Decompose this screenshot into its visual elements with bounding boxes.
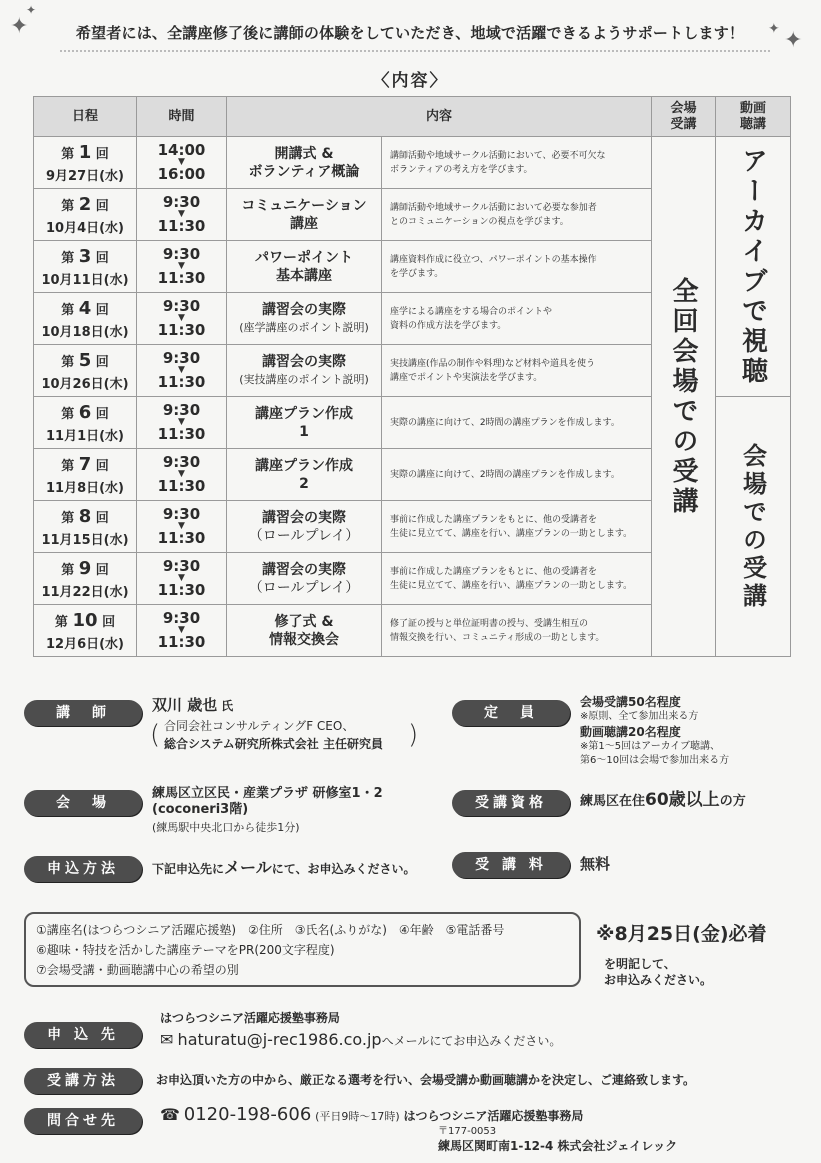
destination-email[interactable]: haturatu@j-rec1986.co.jp (177, 1030, 382, 1049)
session-start: 9:30 (162, 193, 201, 211)
session-description: 講師活動や地域サークル活動において、必要不可欠な ボランティアの考え方を学びます。 (382, 137, 652, 189)
attendance-method-label: 受講方法 (24, 1068, 142, 1094)
venue-name: 練馬区立区民・産業プラザ 研修室1・2 (152, 786, 383, 801)
destination-label: 申 込 先 (24, 1022, 142, 1048)
session-title: 講座プラン作成 (255, 457, 353, 474)
arrow-down-icon: ▼ (178, 469, 185, 479)
header-content: 内容 (227, 97, 652, 137)
contact-zip: 〒177-0053 (438, 1126, 497, 1137)
destination-email-post: へメールにてお申込みください。 (381, 1034, 562, 1048)
session-time-cell (137, 553, 227, 605)
session-date-cell (34, 241, 137, 293)
destination-email-line (160, 1030, 561, 1052)
arrow-down-icon: ▼ (178, 573, 185, 583)
session-title: コミュニケーション (241, 197, 367, 214)
session-description: 実際の講座に向けて、2時間の講座プランを作成します。 (382, 449, 652, 501)
sparkle-icon: ✦ (26, 3, 37, 17)
session-end: 11:30 (157, 321, 206, 339)
schedule-table (33, 96, 791, 657)
video-archive-cell (716, 137, 791, 397)
session-start: 9:30 (162, 245, 201, 263)
session-end: 11:30 (157, 269, 206, 287)
session-title-cell (227, 605, 382, 657)
arrow-down-icon: ▼ (178, 313, 185, 323)
session-description: 講師活動や地域サークル活動において必要な参加者 とのコミュニケーションの視点を学びます。 (382, 189, 652, 241)
qualification-label: 受講資格 (452, 790, 570, 816)
session-date: 11月8日(水) (45, 480, 125, 496)
session-subtitle: （ロールプレイ） (248, 527, 360, 544)
capacity-video-note-1: ※第1～5回はアーカイブ聴講、 (580, 741, 721, 752)
session-start: 9:30 (162, 401, 201, 419)
session-time-cell (137, 397, 227, 449)
session-number: 第 6 回 (61, 401, 109, 423)
contact-tel[interactable]: 0120-198-606 (183, 1104, 312, 1125)
session-title: 講座プラン作成 (255, 405, 353, 422)
qualification-text (580, 792, 746, 810)
session-date-cell (34, 189, 137, 241)
session-start: 14:00 (157, 141, 206, 159)
session-title-cell (227, 241, 382, 293)
arrow-down-icon: ▼ (178, 157, 185, 167)
contact-hours: (平日9時～17時) (315, 1110, 400, 1123)
arrow-down-icon: ▼ (178, 261, 185, 271)
header-time: 時間 (137, 97, 227, 137)
session-date-cell (34, 449, 137, 501)
venue-label: 会 場 (24, 790, 142, 816)
session-title: パワーポイント (255, 249, 353, 266)
sparkle-icon: ✦ (10, 14, 29, 39)
session-description: 事前に作成した講座プランをもとに、他の受講者を 生徒に見立てて、講座を行い、講座プランの一助とします。 (382, 553, 652, 605)
session-end: 11:30 (157, 425, 206, 443)
session-subtitle: （ロールプレイ） (248, 579, 360, 596)
session-title: 講習会の実際 (262, 561, 346, 578)
session-title-cell (227, 293, 382, 345)
session-date-cell (34, 293, 137, 345)
paren-right: ) (408, 720, 419, 750)
session-start: 9:30 (162, 297, 201, 315)
session-start: 9:30 (162, 453, 201, 471)
session-number: 第 4 回 (61, 297, 109, 319)
lecturer-name-line (152, 697, 233, 714)
application-items-2: ⑥趣味・特技を活かした講座テーマをPR(200文字程度) (36, 943, 335, 957)
session-time-cell (137, 345, 227, 397)
application-items-1: ①講座名(はつらつシニア活躍応援塾) ②住所 ③氏名(ふりがな) ④年齢 ⑤電話番号 (36, 923, 505, 937)
session-subtitle: (実技講座のポイント説明) (239, 372, 369, 386)
attendance-method-text: お申込頂いた方の中から、厳正なる選考を行い、会場受講か動画聴講かを決定し、ご連絡致します。 (156, 1073, 696, 1087)
header-venue: 会場 受講 (652, 97, 716, 137)
capacity-label: 定 員 (452, 700, 570, 726)
session-time-cell (137, 241, 227, 293)
contact-address: 練馬区関町南1-12-4 株式会社ジェイレック (438, 1139, 678, 1153)
dotted-divider (60, 50, 770, 52)
session-number: 第 7 回 (61, 453, 109, 475)
session-description: 事前に作成した講座プランをもとに、他の受講者を 生徒に見立てて、講座を行い、講座プランの一助とします。 (382, 501, 652, 553)
deadline-note-1: を明記して、 (604, 957, 676, 971)
qualification-age: 60歳以上 (645, 790, 720, 810)
session-time-cell (137, 501, 227, 553)
video-archive-text: アーカイブで視聴 (737, 146, 768, 387)
session-time-cell (137, 449, 227, 501)
session-end: 11:30 (157, 217, 206, 235)
qualification-post: の方 (719, 794, 746, 809)
video-venue-cell (716, 397, 791, 657)
method-mail: メール (224, 858, 272, 877)
session-time-cell (137, 605, 227, 657)
session-end: 11:30 (157, 373, 206, 391)
fee-value: 無料 (580, 855, 611, 873)
sparkle-icon: ✦ (784, 28, 803, 53)
session-date: 10月4日(水) (45, 220, 125, 236)
session-title-cell (227, 397, 382, 449)
session-description: 講座資料作成に役立つ、パワーポイントの基本操作 を学びます。 (382, 241, 652, 293)
session-title-cell (227, 189, 382, 241)
session-date-cell (34, 397, 137, 449)
session-title: 開講式 & (274, 145, 334, 162)
application-items-3: ⑦会場受講・動画聴講中心の希望の別 (36, 963, 239, 977)
session-title-cell (227, 137, 382, 189)
session-time-cell (137, 137, 227, 189)
header-date: 日程 (34, 97, 137, 137)
session-number: 第 1 回 (61, 141, 109, 163)
venue-column (652, 137, 716, 657)
capacity-venue: 会場受講50名程度 (580, 695, 681, 709)
top-banner (10, 3, 810, 53)
session-title: 講習会の実際 (262, 353, 346, 370)
session-title-cell (227, 345, 382, 397)
mail-icon: ✉ (160, 1030, 174, 1049)
session-date: 10月18日(水) (41, 324, 129, 340)
method-post: にて、お申込みください。 (271, 862, 416, 876)
contact-office: はつらつシニア活躍応援塾事務局 (403, 1109, 584, 1123)
session-title-cell (227, 553, 382, 605)
session-number: 第 8 回 (61, 505, 109, 527)
phone-icon: ☎ (160, 1105, 180, 1124)
session-subtitle: 1 (299, 423, 309, 440)
session-date: 11月1日(水) (45, 428, 125, 444)
session-description: 修了証の授与と単位証明書の授与、受講生相互の 情報交換を行い、コミュニティ形成の一助とします。 (382, 605, 652, 657)
session-end: 16:00 (157, 165, 206, 183)
arrow-down-icon: ▼ (178, 209, 185, 219)
arrow-down-icon: ▼ (178, 521, 185, 531)
paren-left: ( (150, 720, 161, 750)
venue-floor: (coconeri3階) (152, 802, 249, 817)
table-row (34, 137, 791, 189)
session-date-cell (34, 605, 137, 657)
session-subtitle: 2 (299, 475, 309, 492)
arrow-down-icon: ▼ (178, 625, 185, 635)
destination-office: はつらつシニア活躍応援塾事務局 (160, 1011, 340, 1025)
section-title: 〈内容〉 (372, 71, 449, 91)
session-date-cell (34, 345, 137, 397)
session-date: 10月11日(水) (41, 272, 129, 288)
capacity-video: 動画聴講20名程度 (580, 725, 681, 739)
session-end: 11:30 (157, 477, 206, 495)
arrow-down-icon: ▼ (178, 365, 185, 375)
session-title-cell (227, 449, 382, 501)
session-date-cell (34, 137, 137, 189)
session-subtitle: 基本講座 (276, 267, 332, 284)
method-pre: 下記申込先に (152, 862, 225, 876)
session-date-cell (34, 501, 137, 553)
video-venue-text: 会場での受講 (738, 442, 767, 611)
session-start: 9:30 (162, 557, 201, 575)
session-start: 9:30 (162, 505, 201, 523)
banner-text: 希望者には、全講座修了後に講師の体験をしていただき、地域で活躍できるようサポートします！ (75, 24, 745, 42)
capacity-video-note-2: 第6～10回は会場で参加出来る方 (580, 755, 730, 766)
venue-access: (練馬駅中央北口から徒歩1分) (152, 821, 300, 834)
contact-label: 問合せ先 (24, 1108, 142, 1134)
sparkle-icon: ✦ (768, 21, 780, 37)
session-description: 実際の講座に向けて、2時間の講座プランを作成します。 (382, 397, 652, 449)
capacity-venue-note: ※原則、全て参加出来る方 (580, 711, 699, 722)
application-method-label: 申込方法 (24, 856, 142, 882)
lecturer-honorific: 氏 (221, 699, 234, 713)
deadline: ※8月25日(金)必着 (596, 923, 767, 945)
session-subtitle: (座学講座のポイント説明) (239, 320, 369, 334)
session-start: 9:30 (162, 609, 201, 627)
session-subtitle: ボランティア概論 (248, 163, 360, 180)
session-date: 10月26日(木) (41, 376, 129, 392)
deadline-note-2: お申込みください。 (604, 973, 713, 987)
arrow-down-icon: ▼ (178, 417, 185, 427)
lecturer-label: 講 師 (24, 700, 142, 726)
lecturer-affiliation-1: 合同会社コンサルティングF CEO、 (164, 719, 355, 733)
session-date: 12月6日(水) (45, 636, 125, 652)
fee-label: 受 講 料 (452, 852, 570, 878)
session-title: 講習会の実際 (262, 301, 346, 318)
lecturer-affiliation-2: 総合システム研究所株式会社 主任研究員 (164, 737, 383, 751)
session-title: 講習会の実際 (262, 509, 346, 526)
session-description: 実技講座(作品の制作や料理)など材料や道具を使う 講座でポイントや実演法を学びます。 (382, 345, 652, 397)
qualification-pre: 練馬区在住 (580, 794, 646, 809)
table-header-row (34, 97, 791, 137)
session-date: 9月27日(水) (45, 168, 125, 184)
session-start: 9:30 (162, 349, 201, 367)
application-method-text (152, 860, 415, 877)
session-date: 11月15日(水) (41, 532, 129, 548)
session-end: 11:30 (157, 633, 206, 651)
session-end: 11:30 (157, 581, 206, 599)
venue-all-text: 全回会場での受講 (668, 276, 699, 517)
contact-line (160, 1104, 583, 1128)
header-video: 動画 聴講 (716, 97, 791, 137)
session-date: 11月22日(水) (41, 584, 129, 600)
session-title-cell (227, 501, 382, 553)
session-subtitle: 講座 (290, 215, 318, 232)
lecturer-name: 双川 歳也 (152, 696, 218, 714)
session-number: 第 5 回 (61, 349, 109, 371)
session-title: 修了式 & (274, 613, 334, 630)
session-end: 11:30 (157, 529, 206, 547)
session-number: 第 2 回 (61, 193, 109, 215)
application-items-box (24, 912, 581, 987)
session-number: 第 9 回 (61, 557, 109, 579)
session-number: 第 3 回 (61, 245, 109, 267)
session-description: 座学による講座をする場合のポイントや 資料の作成方法を学びます。 (382, 293, 652, 345)
session-date-cell (34, 553, 137, 605)
session-subtitle: 情報交換会 (269, 631, 339, 648)
session-time-cell (137, 189, 227, 241)
session-time-cell (137, 293, 227, 345)
session-number: 第 10 回 (54, 609, 116, 631)
